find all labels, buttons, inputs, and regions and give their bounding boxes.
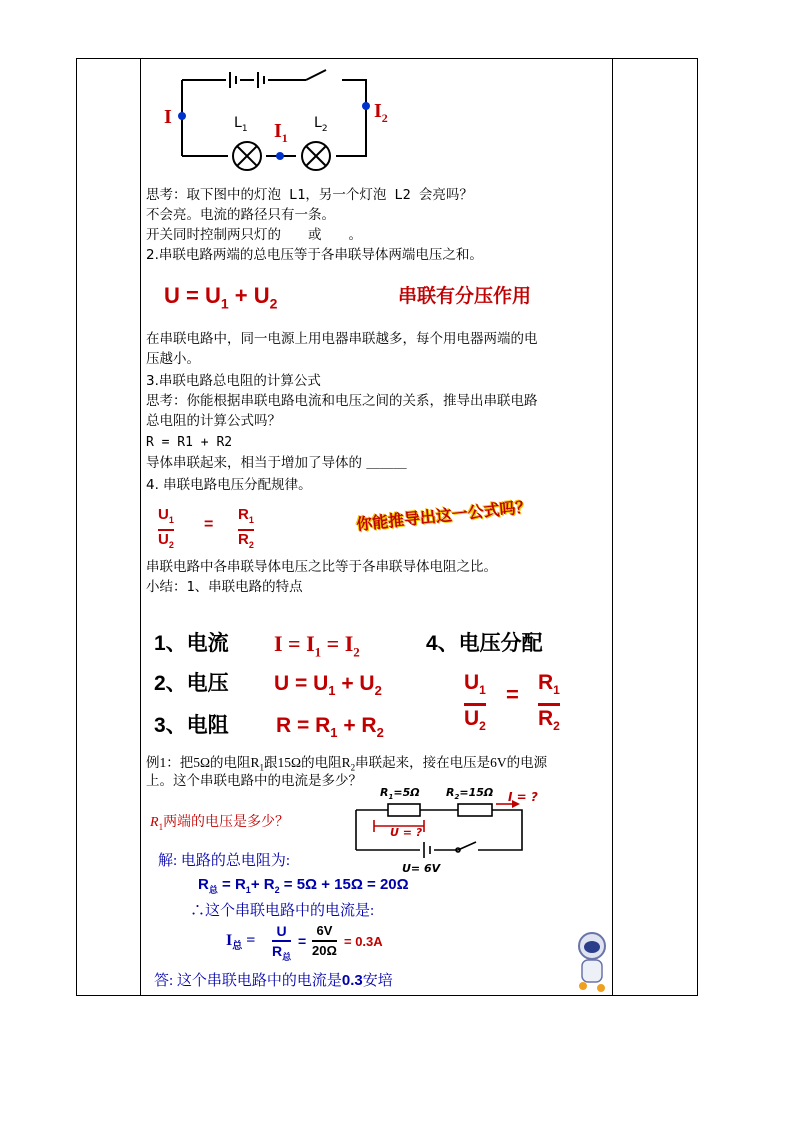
label-source-voltage: U= 6V [402, 862, 441, 875]
text-point-4: 4. 串联电路电压分配规律。 [146, 477, 312, 493]
text-paragraph-1a: 在串联电路中，同一电源上用电器串联越多，每个用电器两端的电 [146, 331, 538, 347]
text-ratio-rule: 串联电路中各串联导体电压之比等于各串联导体电阻之比。 [146, 559, 497, 575]
text-series-length: 导体串联起来，相当于增加了导体的 ＿＿＿ [146, 455, 407, 471]
label-current-I2: $I_2$ [374, 100, 388, 125]
answer-line: 答: 这个串联电路中的电流是0.3安培 [154, 972, 393, 989]
text-answer-1: 不会亮。电流的路径只有一条。 [146, 207, 335, 223]
feature-ratio-r: $R_1$ $R_2$ [538, 671, 560, 734]
solution-equals: = [298, 933, 307, 949]
text-voltage-division: 串联有分压作用 [398, 286, 532, 307]
label-r1: $R_1=5\Omega$ [380, 786, 420, 802]
label-voltage-unknown: U = ? [390, 826, 423, 839]
column-divider-right [612, 58, 613, 996]
feature-voltage-formula: $U = U_1 + U_2$ [274, 672, 382, 699]
series-circuit-diagram [146, 58, 436, 188]
example-line-1: 例1：把5Ω的电阻$R_1$跟15Ω的电阻$R_2$串联起来，接在电压是6V的电源 [146, 755, 548, 773]
astronaut-decoration-icon [574, 930, 610, 996]
text-paragraph-1b: 压越小。 [146, 351, 200, 367]
ratio-equals: = [204, 516, 214, 533]
label-r2: $R_2=15\Omega$ [446, 786, 494, 802]
example-question: $R_1$两端的电压是多少？ [150, 815, 290, 832]
feature-voltage-label: 2、电压 [154, 672, 229, 695]
column-divider-left [140, 58, 141, 996]
text-think-1: 思考：取下图中的灯泡 L1，另一个灯泡 L2 会亮吗？ [146, 187, 473, 203]
solution-fraction-values: 6V 20Ω [312, 923, 337, 958]
feature-current-formula: $I = I_1 = I_2$ [274, 631, 360, 660]
label-L2: $L_2$ [314, 115, 328, 134]
solution-therefore: ∴这个串联电路中的电流是: [190, 903, 375, 919]
text-think-2a: 思考：你能根据串联电路电流和电压之间的关系，推导出串联电路 [146, 393, 538, 409]
feature-resistance-formula: $R = R_1 + R_2$ [276, 714, 384, 741]
feature-ratio-equals: = [506, 682, 519, 707]
solution-total-resistance: $R_总 = R_1+ R_2 = 5\Omega + 15\Omega = 20\Omega$ [198, 876, 409, 895]
label-L1: $L_1$ [234, 115, 248, 134]
example-line-2: 上。这个串联电路中的电流是多少？ [146, 773, 362, 788]
text-switch: 开关同时控制两只灯的 或 。 [146, 227, 362, 243]
feature-voltage-division-label: 4、电压分配 [426, 632, 543, 655]
text-formula-R: R = R1 + R2 [146, 435, 233, 450]
label-current-I: I [164, 106, 172, 128]
text-summary: 小结：1、串联电路的特点 [146, 579, 303, 595]
label-current-I1: $I_1$ [274, 120, 288, 145]
solution-heading: 解: 电路的总电阻为: [158, 853, 291, 869]
formula-voltage-sum: $U = U_1 + U_2$ [164, 283, 278, 312]
ratio-r1-r2: $R_1$ $R_2$ [238, 506, 254, 550]
text-derive-banner: 你能推导出这一公式吗？ [355, 498, 533, 535]
feature-ratio-u: $U_1$ $U_2$ [464, 671, 486, 734]
ratio-u1-u2: $U_1$ $U_2$ [158, 506, 174, 550]
label-current-unknown: I = ? [508, 790, 538, 804]
text-think-2b: 总电阻的计算公式吗？ [146, 413, 281, 429]
solution-current-label: $I_总$ = [226, 932, 256, 953]
feature-current-label: 1、电流 [154, 632, 229, 655]
solution-result: = 0.3A [344, 934, 383, 949]
text-point-3: 3.串联电路总电阻的计算公式 [146, 373, 321, 389]
solution-fraction-u-r: U $R_总$ [272, 923, 292, 962]
text-point-2: 2.串联电路两端的总电压等于各串联导体两端电压之和。 [146, 247, 483, 263]
content-cell [146, 58, 612, 996]
feature-resistance-label: 3、电阻 [154, 714, 229, 737]
